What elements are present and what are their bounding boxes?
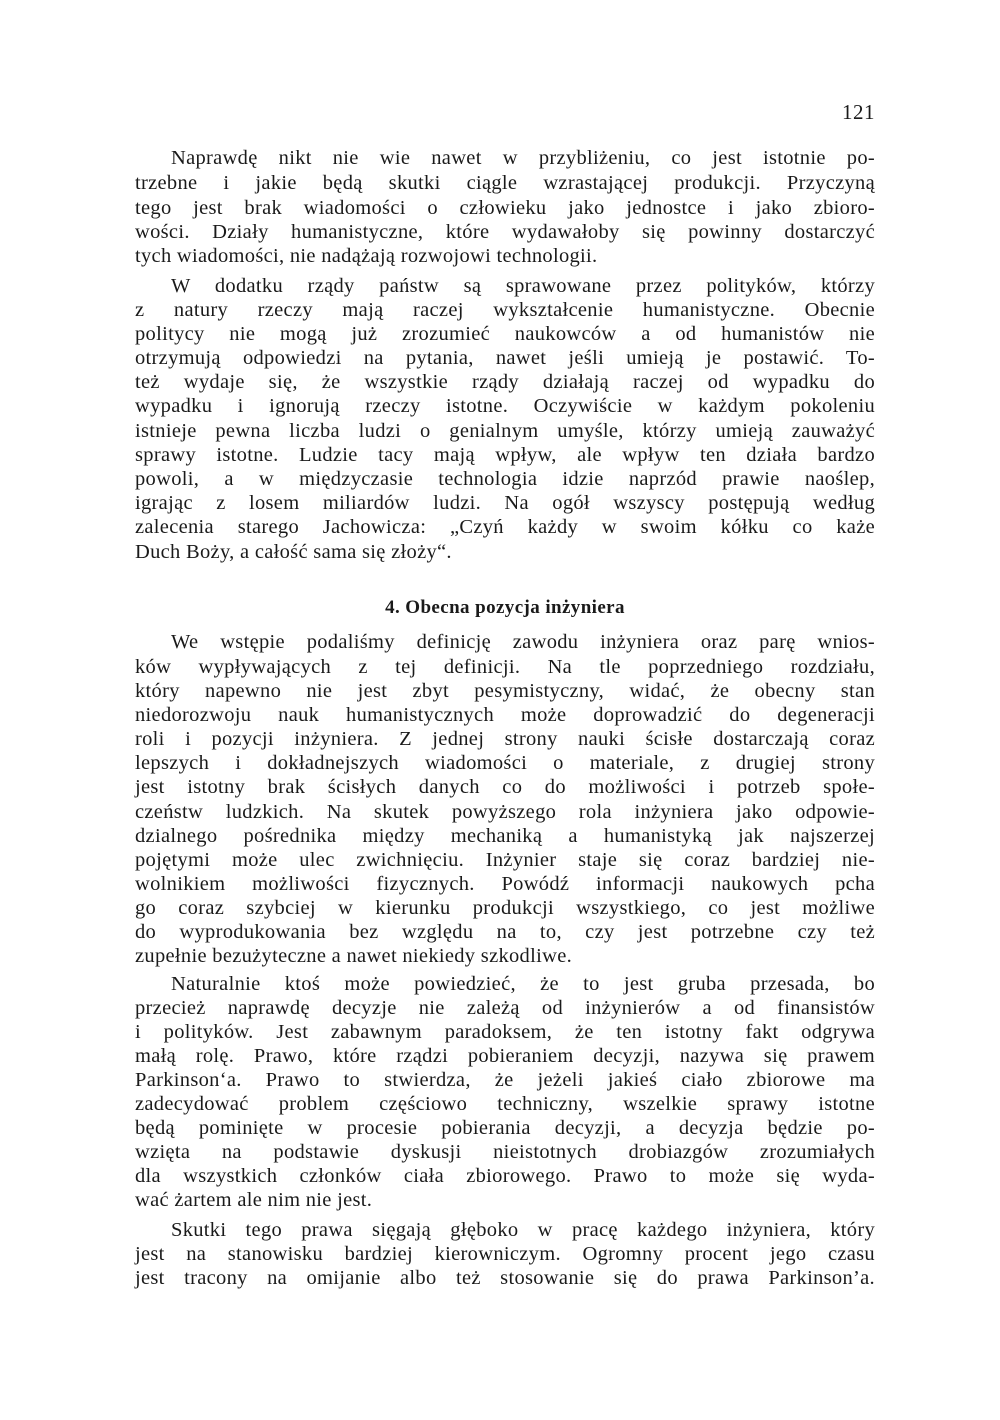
text-line: Naturalnie ktoś może powiedzieć, że to jest gruba przesada, bo xyxy=(171,973,875,995)
text-line: który napewno nie jest zbyt pesymistyczny, widać, że obecny stan xyxy=(135,680,875,702)
text-line: We wstępie podaliśmy definicję zawodu inżyniera oraz parę wnios- xyxy=(171,631,875,653)
text-line: zupełnie bezużyteczne a nawet niekiedy szkodliwe. xyxy=(135,945,573,967)
text-line: do wyprodukowania bez względu na to, czy jest potrzebne czy też xyxy=(135,921,875,943)
text-line: wypadku i ignorują rzeczy istotne. Oczywiście w każdym pokoleniu xyxy=(135,395,875,417)
text-line: z natury rzeczy mają raczej wykształcenie humanistyczne. Obecnie xyxy=(135,299,875,321)
section-heading: 4. Obecna pozycja inżyniera xyxy=(385,597,625,618)
text-line: Parkinson‘a. Prawo to stwierdza, że jeżeli jakieś ciało zbiorowe ma xyxy=(135,1069,875,1091)
text-line: czeństw ludzkich. Na skutek powyższego rola inżyniera jako odpowie- xyxy=(135,801,875,823)
text-line: jest na stanowisku bardziej kierowniczym. Ogromny procent jego czasu xyxy=(135,1243,875,1265)
text-line: lepszych i dokładnejszych wiadomości o materiale, z drugiej strony xyxy=(135,752,875,774)
text-line: Naprawdę nikt nie wie nawet w przybliżeniu, co jest istotnie po- xyxy=(171,147,875,169)
text-line: pojętymi może ulec zwichnięciu. Inżynier staje się coraz bardziej nie- xyxy=(135,849,875,871)
text-line: zadecydować problem częściowo techniczny, wszelkie sprawy istotne xyxy=(135,1093,875,1115)
text-line: i polityków. Jest zabawnym paradoksem, że ten istotny fakt odgrywa xyxy=(135,1021,875,1043)
text-line: jest istotny brak ścisłych danych co do możliwości i potrzeb społe- xyxy=(135,776,875,798)
text-line: jest tracony na omijanie albo też stosowanie się do prawa Parkinson’a. xyxy=(135,1267,875,1289)
text-line: dzialnego pośrednika między mechaniką a humanistyką jak najszerzej xyxy=(135,825,875,847)
text-line: zalecenia starego Jachowicza: „Czyń każdy w swoim kółku co każe xyxy=(135,516,875,538)
text-line: W dodatku rządy państw są sprawowane przez polityków, którzy xyxy=(171,275,875,297)
text-line: będą pominięte w procesie pobierania decyzji, a decyzja będzie po- xyxy=(135,1117,875,1139)
text-line: sprawy istotne. Ludzie tacy mają wpływ, ale wpływ ten działa bardzo xyxy=(135,444,875,466)
text-line: wolnikiem możliwości fizycznych. Powódź informacji naukowych pcha xyxy=(135,873,875,895)
text-line: istnieje pewna liczba ludzi o genialnym umyśle, którzy umieją zauważyć xyxy=(135,420,875,442)
text-line: igrając z losem miliardów ludzi. Na ogół wszyscy postępują według xyxy=(135,492,875,514)
text-line: politycy nie mogą już zrozumieć naukowców a od humanistów nie xyxy=(135,323,875,345)
text-line: ków wypływających z tej definicji. Na tle poprzedniego rozdziału, xyxy=(135,656,875,678)
text-line: wzięta na podstawie dyskusji nieistotnych drobiazgów zrozumiałych xyxy=(135,1141,875,1163)
text-line: roli i pozycji inżyniera. Z jednej strony nauki ścisłe dostarczają coraz xyxy=(135,728,875,750)
text-line: tego jest brak wiadomości o człowieku jako jednostce i jako zbioro- xyxy=(135,197,875,219)
text-line: tych wiadomości, nie nadążają rozwojowi technologii. xyxy=(135,245,598,267)
text-line: małą rolę. Prawo, które rządzi pobieraniem decyzji, nazywa się prawem xyxy=(135,1045,875,1067)
text-line: też wydaje się, że wszystkie rządy działają raczej od wypadku do xyxy=(135,371,875,393)
text-line: wać żartem ale nim nie jest. xyxy=(135,1189,373,1211)
text-line: otrzymują odpowiedzi na pytania, nawet jeśli umieją je postawić. To- xyxy=(135,347,875,369)
page-number: 121 xyxy=(842,100,875,124)
text-line: Duch Boży, a całość sama się złoży“. xyxy=(135,541,452,563)
text-line: wości. Działy humanistyczne, które wydawałoby się powinny dostarczyć xyxy=(135,221,875,243)
text-line: Skutki tego prawa sięgają głęboko w pracę każdego inżyniera, który xyxy=(171,1219,875,1241)
text-line: dla wszystkich członków ciała zbiorowego. Prawo to może się wyda- xyxy=(135,1165,875,1187)
text-line: trzebne i jakie będą skutki ciągle wzrastającej produkcji. Przyczyną xyxy=(135,172,875,194)
text-line: przecież naprawdę decyzje nie zależą od inżynierów a od finansistów xyxy=(135,997,875,1019)
text-line: niedorozwoju nauk humanistycznych może doprowadzić do degeneracji xyxy=(135,704,875,726)
text-line: powoli, a w międzyczasie technologia idzie naprzód prawie naoślep, xyxy=(135,468,875,490)
text-line: go coraz szybciej w kierunku produkcji wszystkiego, co jest możliwe xyxy=(135,897,875,919)
